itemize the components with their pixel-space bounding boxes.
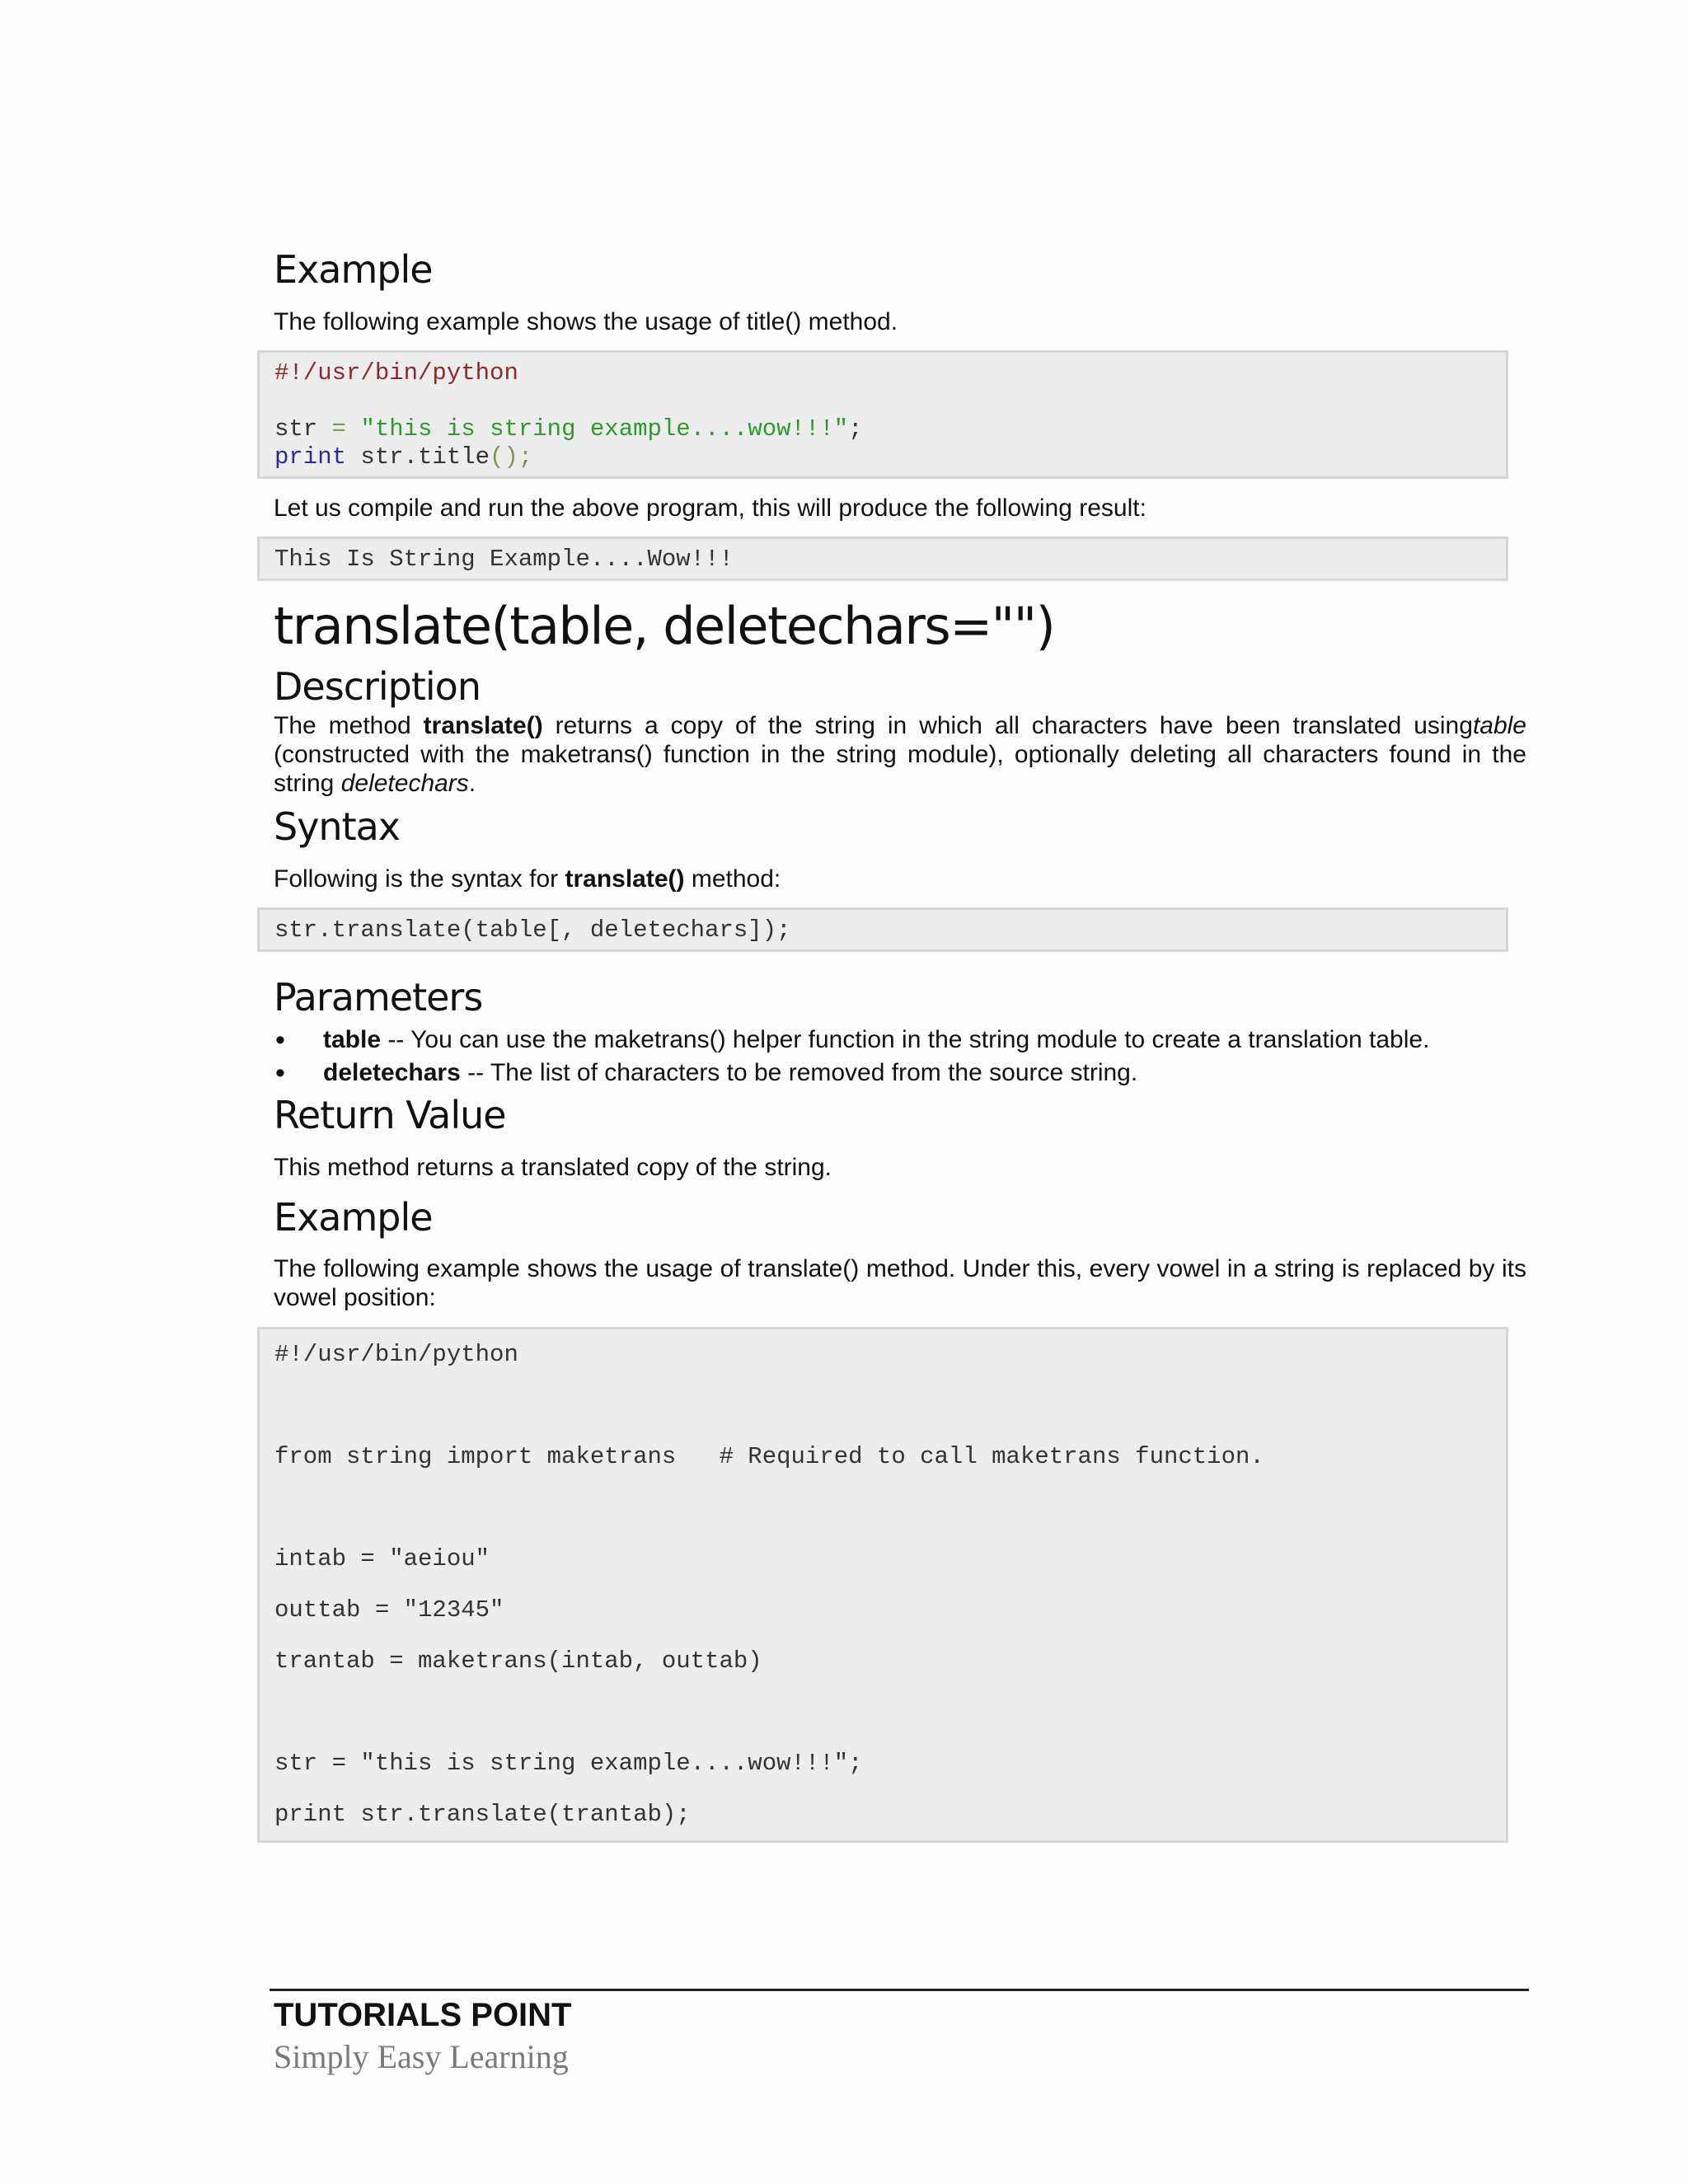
syntax-code-block: [257, 907, 1508, 952]
method-title: translate(table, deletechars=""): [274, 596, 1055, 657]
code-line: print str.title();: [274, 443, 533, 471]
example-intro: The following example shows the usage of title() method.: [274, 308, 898, 336]
example-heading: Example: [274, 247, 433, 292]
syntax-heading: Syntax: [274, 804, 401, 849]
list-item: • table -- You can use the maketrans() helper function in the string module to create a translation table.: [274, 1024, 1526, 1057]
code-line: print str.translate(trantab);: [274, 1800, 691, 1828]
syntax-intro: Following is the syntax for translate() method:: [274, 865, 781, 893]
title-code-block: [257, 350, 1508, 479]
code-line: str = "this is string example....wow!!!";: [274, 415, 863, 443]
code-line: intab = "aeiou": [274, 1544, 490, 1572]
footer-brand: TUTORIALS POINT: [274, 1997, 572, 2033]
result-intro: Let us compile and run the above program, this will produce the following result:: [274, 494, 1146, 523]
code-line: trantab = maketrans(intab, outtab): [274, 1647, 762, 1675]
translate-code-block: [257, 1327, 1508, 1843]
footer-tagline: Simply Easy Learning: [274, 2038, 569, 2075]
code-line: #!/usr/bin/python: [274, 359, 518, 387]
code-line: str = "this is string example....wow!!!";: [274, 1749, 863, 1777]
output-line: This Is String Example....Wow!!!: [274, 546, 734, 574]
example-heading: Example: [274, 1195, 433, 1240]
return-value-text: This method returns a translated copy of the string.: [274, 1154, 832, 1182]
code-line: outtab = "12345": [274, 1596, 504, 1624]
output-block: [257, 537, 1508, 581]
parameters-list: [274, 1024, 1526, 1090]
return-value-heading: Return Value: [274, 1093, 506, 1138]
footer-divider: [270, 1989, 1529, 1991]
example-intro: The following example shows the usage of translate() method. Under this, every vowel in a string is replaced by its vowel position:: [274, 1254, 1526, 1311]
parameters-heading: Parameters: [274, 974, 483, 1019]
code-line: str.translate(table[, deletechars]);: [274, 916, 791, 944]
code-line: #!/usr/bin/python: [274, 1340, 518, 1368]
description-heading: Description: [274, 663, 481, 709]
description-text: The method translate() returns a copy of the string in which all characters have been translated usingtable (constructed with the maketrans() function in the string module), optionally deleting all characters found in the string deletechars.: [274, 711, 1526, 797]
code-line: from string import maketrans # Required to call maketrans function.: [274, 1442, 1264, 1470]
page-content: [274, 247, 1526, 1843]
list-item: • deletechars -- The list of characters to be removed from the source string.: [274, 1057, 1526, 1090]
